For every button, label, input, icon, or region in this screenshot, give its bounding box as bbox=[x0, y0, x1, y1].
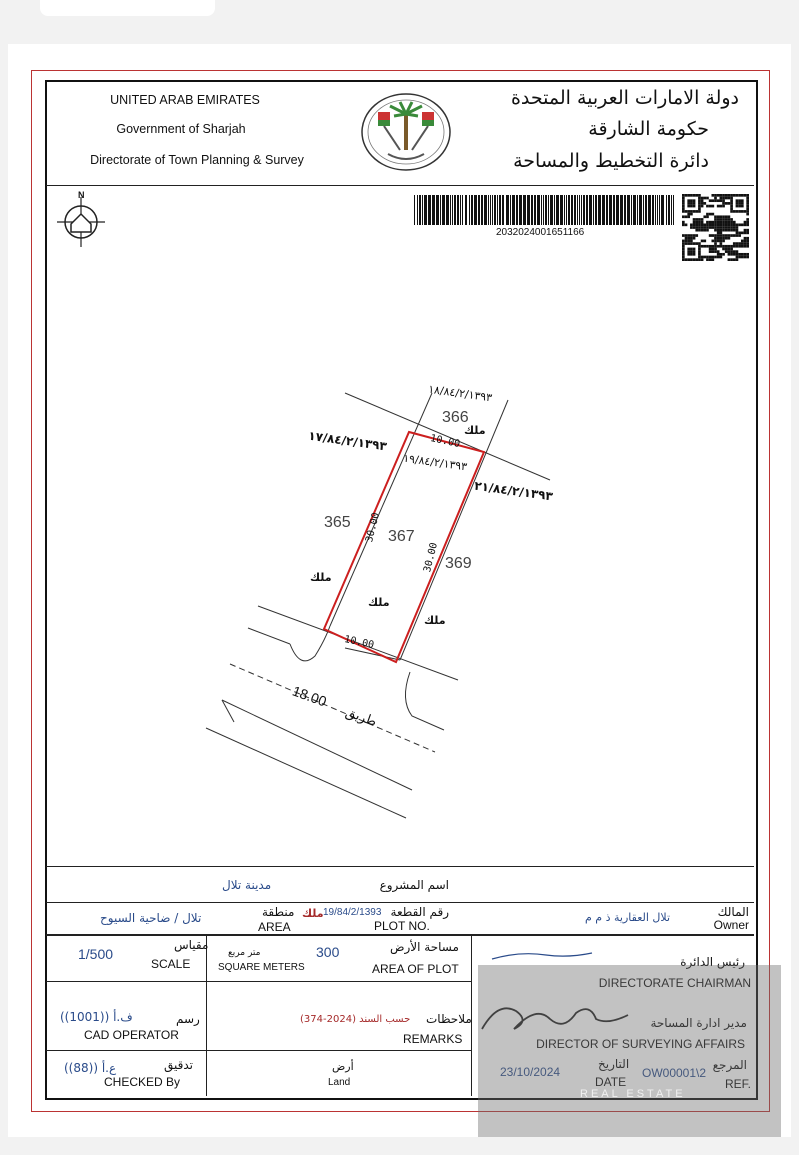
area-value: تلال / ضاحية السيوح bbox=[100, 911, 202, 925]
watermark-overlay bbox=[478, 965, 781, 1137]
table-column-line bbox=[206, 981, 207, 1096]
area-of-plot-label-en: AREA OF PLOT bbox=[372, 962, 459, 976]
road-centerline bbox=[230, 664, 435, 752]
road-edge bbox=[248, 628, 290, 644]
checked-label-ar: تدقيق bbox=[164, 1058, 194, 1072]
area-of-plot-label-ar: مساحة الأرض bbox=[390, 940, 459, 954]
sqm-label-en: SQUARE METERS bbox=[218, 962, 305, 973]
owner-value: تلال العقارية ذ م م bbox=[585, 911, 671, 924]
ref-top-left: ١٧/٨٤/٢/١٣٩٣ bbox=[307, 428, 388, 454]
ref-top: ١٨/٨٤/٢/١٣٩٣ bbox=[427, 382, 493, 405]
checked-label-en: CHECKED By bbox=[104, 1075, 181, 1089]
road-curb bbox=[405, 672, 444, 730]
ownership-label-left: ملك bbox=[310, 571, 332, 584]
table-row-line bbox=[46, 934, 754, 936]
plot-no-label-ar: رقم القطعة bbox=[390, 905, 449, 919]
barcode-number: 2032024001651166 bbox=[496, 227, 585, 238]
cad-label-en: CAD OPERATOR bbox=[84, 1028, 179, 1042]
scale-label-en: SCALE bbox=[151, 957, 191, 971]
land-en: Land bbox=[328, 1077, 351, 1088]
ref-right: ٢١/٨٤/٢/١٣٩٣ bbox=[473, 478, 554, 504]
ownership-label-top: ملك bbox=[464, 424, 486, 437]
plot-no-tag: ملك bbox=[302, 907, 324, 920]
cad-value: ف.أ ((1001)) bbox=[60, 1010, 133, 1024]
header-ar-directorate: دائرة التخطيط والمساحة bbox=[513, 150, 709, 172]
remarks-label-ar: ملاحظات bbox=[426, 1012, 472, 1026]
header-en-country: UNITED ARAB EMIRATES bbox=[110, 93, 260, 107]
header-ar-country: دولة الامارات العربية المتحدة bbox=[510, 87, 739, 109]
header-ar-government: حكومة الشارقة bbox=[588, 118, 709, 140]
header-en-directorate: Directorate of Town Planning & Survey bbox=[90, 153, 304, 167]
neighbor-plot-right: 369 bbox=[445, 555, 472, 572]
chairman-label-ar: رئيس الدائرة bbox=[680, 955, 745, 969]
dim-right: 30.00 bbox=[422, 541, 441, 574]
road-curb bbox=[290, 626, 330, 661]
survey-director-label-en: DIRECTOR OF SURVEYING AFFAIRS bbox=[536, 1037, 745, 1051]
scale-value: 1/500 bbox=[78, 946, 114, 962]
ref-label-en: REF. bbox=[724, 1077, 751, 1091]
ownership-label-right: ملك bbox=[424, 614, 446, 627]
plot-number-label: 367 bbox=[388, 528, 415, 545]
table-row-line bbox=[46, 981, 471, 982]
plot-no-value: 19/84/2/1393 bbox=[323, 907, 382, 918]
survey-director-label-ar: مدير ادارة المساحة bbox=[650, 1016, 747, 1030]
scale-label-ar: مقياس bbox=[174, 938, 209, 952]
date-label-ar: التاريخ bbox=[598, 1057, 630, 1071]
area-label-ar: منطقة bbox=[262, 905, 295, 919]
road-label: طريق bbox=[343, 704, 379, 731]
area-label-en: AREA bbox=[258, 920, 291, 934]
sqm-label-ar: متر مربع bbox=[228, 948, 261, 958]
ownership-label-plot: ملك bbox=[368, 596, 390, 609]
date-label-en: DATE bbox=[595, 1075, 627, 1089]
checked-value: ع.أ ((88)) bbox=[64, 1061, 117, 1075]
chairman-label-en: DIRECTORATE CHAIRMAN bbox=[598, 976, 751, 990]
neighbor-plot-left: 365 bbox=[324, 514, 351, 531]
cad-label-ar: رسم bbox=[176, 1012, 200, 1026]
owner-label-ar: المالك bbox=[717, 905, 749, 919]
north-label: N bbox=[78, 190, 85, 200]
dim-top: 10.00 bbox=[429, 432, 461, 451]
road-width-label: 18.00 bbox=[290, 682, 329, 710]
table-row-line bbox=[46, 1050, 471, 1051]
plan-boundary-line bbox=[330, 393, 432, 626]
neighbor-plot-top: 366 bbox=[442, 409, 469, 426]
area-of-plot-value: 300 bbox=[316, 944, 340, 960]
ref-inner: ١٩/٨٤/٢/١٣٩٣ bbox=[402, 451, 468, 474]
header-en-government: Government of Sharjah bbox=[116, 122, 246, 136]
land-ar: أرض bbox=[332, 1060, 354, 1073]
table-row-line bbox=[46, 902, 754, 903]
ref-value: OW00001\2 bbox=[642, 1066, 707, 1080]
watermark-text: REAL ESTATE bbox=[580, 1088, 686, 1100]
remarks-value: حسب السند (2024-374) bbox=[300, 1014, 411, 1025]
remarks-label-en: REMARKS bbox=[403, 1032, 463, 1046]
owner-label-en: Owner bbox=[713, 918, 749, 932]
ref-label-ar: المرجع bbox=[712, 1058, 747, 1072]
road-edge bbox=[222, 700, 412, 790]
dim-bottom: 10.00 bbox=[343, 633, 375, 652]
project-label-ar: اسم المشروع bbox=[379, 878, 449, 892]
plot-no-label-en: PLOT NO. bbox=[374, 919, 430, 933]
project-value: مدينة تلال bbox=[222, 878, 272, 892]
table-top-border bbox=[46, 866, 754, 867]
dim-left: 30.00 bbox=[364, 511, 383, 544]
chairman-signature bbox=[480, 945, 600, 965]
date-value: 23/10/2024 bbox=[500, 1065, 561, 1079]
